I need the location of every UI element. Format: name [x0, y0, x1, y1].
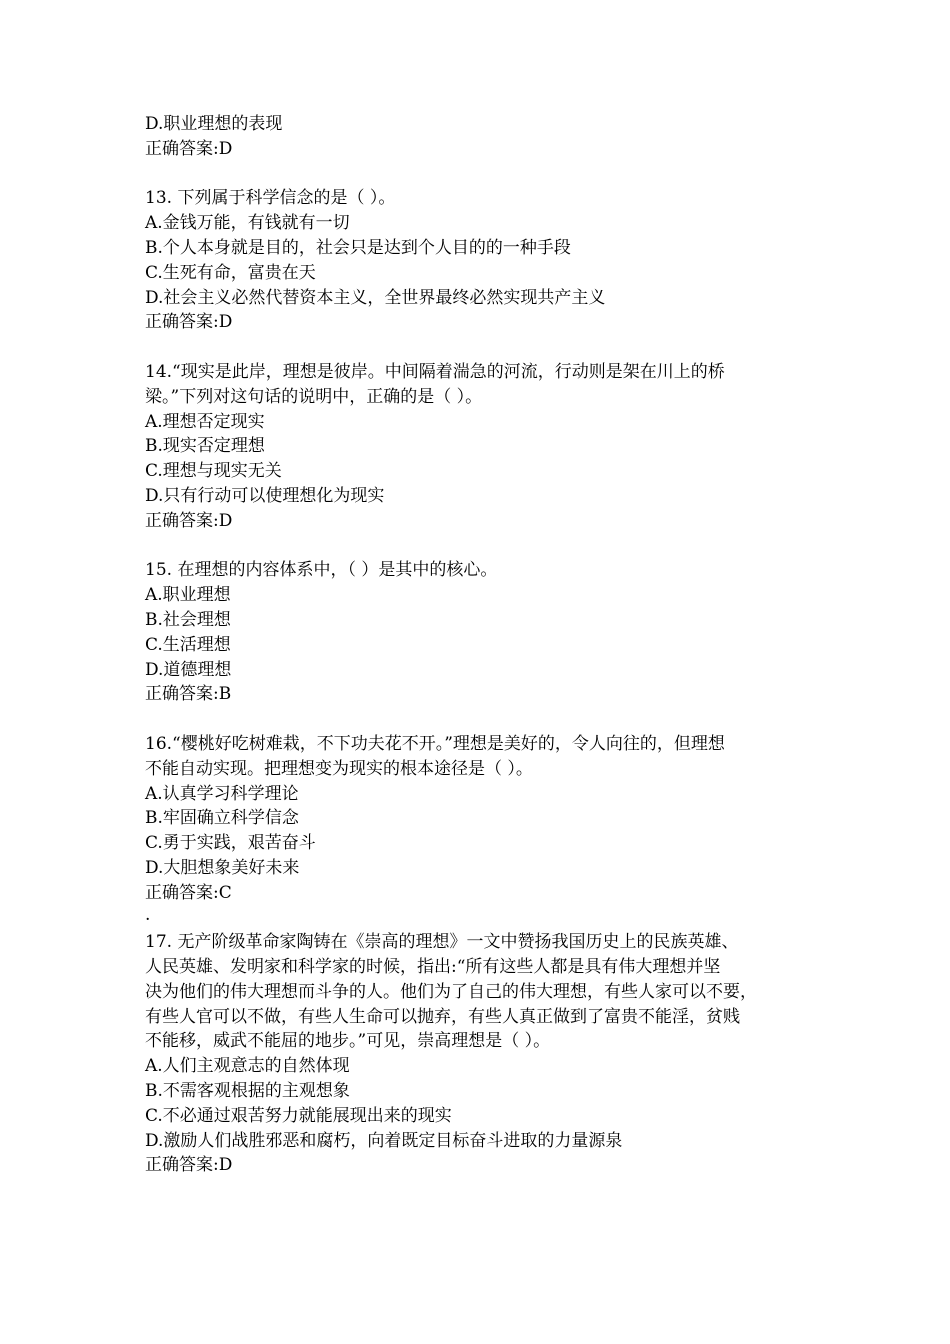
option-d: D.只有行动可以使理想化为现实	[145, 485, 385, 506]
option-c: C.勇于实践，艰苦奋斗	[145, 833, 316, 854]
spacer	[145, 707, 813, 732]
question-17	[145, 930, 813, 1178]
option-a: A.职业理想	[145, 585, 231, 606]
option-b: B.社会理想	[145, 609, 231, 630]
question-stem: 17. 无产阶级革命家陶铸在《崇高的理想》一文中赞扬我国历史上的民族英雄、	[145, 932, 739, 953]
answer: 正确答案:D	[145, 1155, 233, 1176]
question-stem: 梁。”下列对这句话的说明中，正确的是（ ）。	[145, 386, 483, 407]
option-b: B.牢固确立科学信念	[145, 808, 299, 829]
spacer	[145, 335, 813, 360]
option-a: A.人们主观意志的自然体现	[145, 1056, 350, 1077]
answer: 正确答案:B	[145, 684, 232, 705]
separator-dot: .	[145, 904, 151, 925]
option-d: D.社会主义必然代替资本主义，全世界最终必然实现共产主义	[145, 287, 606, 308]
option-a: A.理想否定现实	[145, 411, 265, 432]
question-stem: 决为他们的伟大理想而斗争的人。他们为了自己的伟大理想，有些人家可以不要，	[145, 981, 757, 1002]
option-a: A.认真学习科学理论	[145, 783, 299, 804]
spacer	[145, 534, 813, 559]
question-15	[145, 558, 813, 707]
option-b: B.个人本身就是目的，社会只是达到个人目的的一种手段	[145, 237, 571, 258]
option-c: C.生活理想	[145, 634, 231, 655]
option-d: D.职业理想的表现	[145, 114, 283, 134]
question-stem: 人民英雄、发明家和科学家的时候，指出:“所有这些人都是具有伟大理想并坚	[145, 957, 721, 978]
question-stem: 14.“现实是此岸，理想是彼岸。中间隔着湍急的河流，行动则是架在川上的桥	[145, 361, 725, 382]
option-c: C.理想与现实无关	[145, 461, 282, 482]
option-b: B.不需客观根据的主观想象	[145, 1081, 350, 1102]
question-stem: 16.“樱桃好吃树难栽，不下功夫花不开。”理想是美好的，令人向往的，但理想	[145, 733, 725, 754]
question-stem: 有些人官可以不做，有些人生命可以抛弃，有些人真正做到了富贵不能淫，贫贱	[145, 1006, 740, 1027]
option-c: C.生死有命，富贵在天	[145, 262, 316, 283]
question-stem: 13. 下列属于科学信念的是（ ）。	[145, 188, 396, 209]
option-d: D.激励人们战胜邪恶和腐朽，向着既定目标奋斗进取的力量源泉	[145, 1130, 623, 1151]
option-c: C.不必通过艰苦努力就能展现出来的现实	[145, 1105, 452, 1126]
question-stem: 15. 在理想的内容体系中，（ ）是其中的核心。	[145, 560, 498, 581]
question-stem: 不能自动实现。把理想变为现实的根本途径是（ ）。	[145, 758, 533, 779]
question-13	[145, 186, 813, 335]
spacer	[145, 162, 813, 187]
option-b: B.现实否定理想	[145, 436, 265, 457]
question-stem: 不能移，威武不能屈的地步。”可见，崇高理想是（ ）。	[145, 1031, 551, 1052]
answer: 正确答案:C	[145, 882, 232, 903]
answer: 正确答案:D	[145, 312, 233, 333]
option-a: A.金钱万能，有钱就有一切	[145, 213, 350, 234]
answer: 正确答案:D	[145, 138, 233, 159]
question-16	[145, 732, 813, 906]
answer: 正确答案:D	[145, 510, 233, 531]
option-d: D.大胆想象美好未来	[145, 857, 300, 878]
document-page	[145, 112, 813, 1178]
option-d: D.道德理想	[145, 659, 232, 680]
question-14	[145, 360, 813, 534]
